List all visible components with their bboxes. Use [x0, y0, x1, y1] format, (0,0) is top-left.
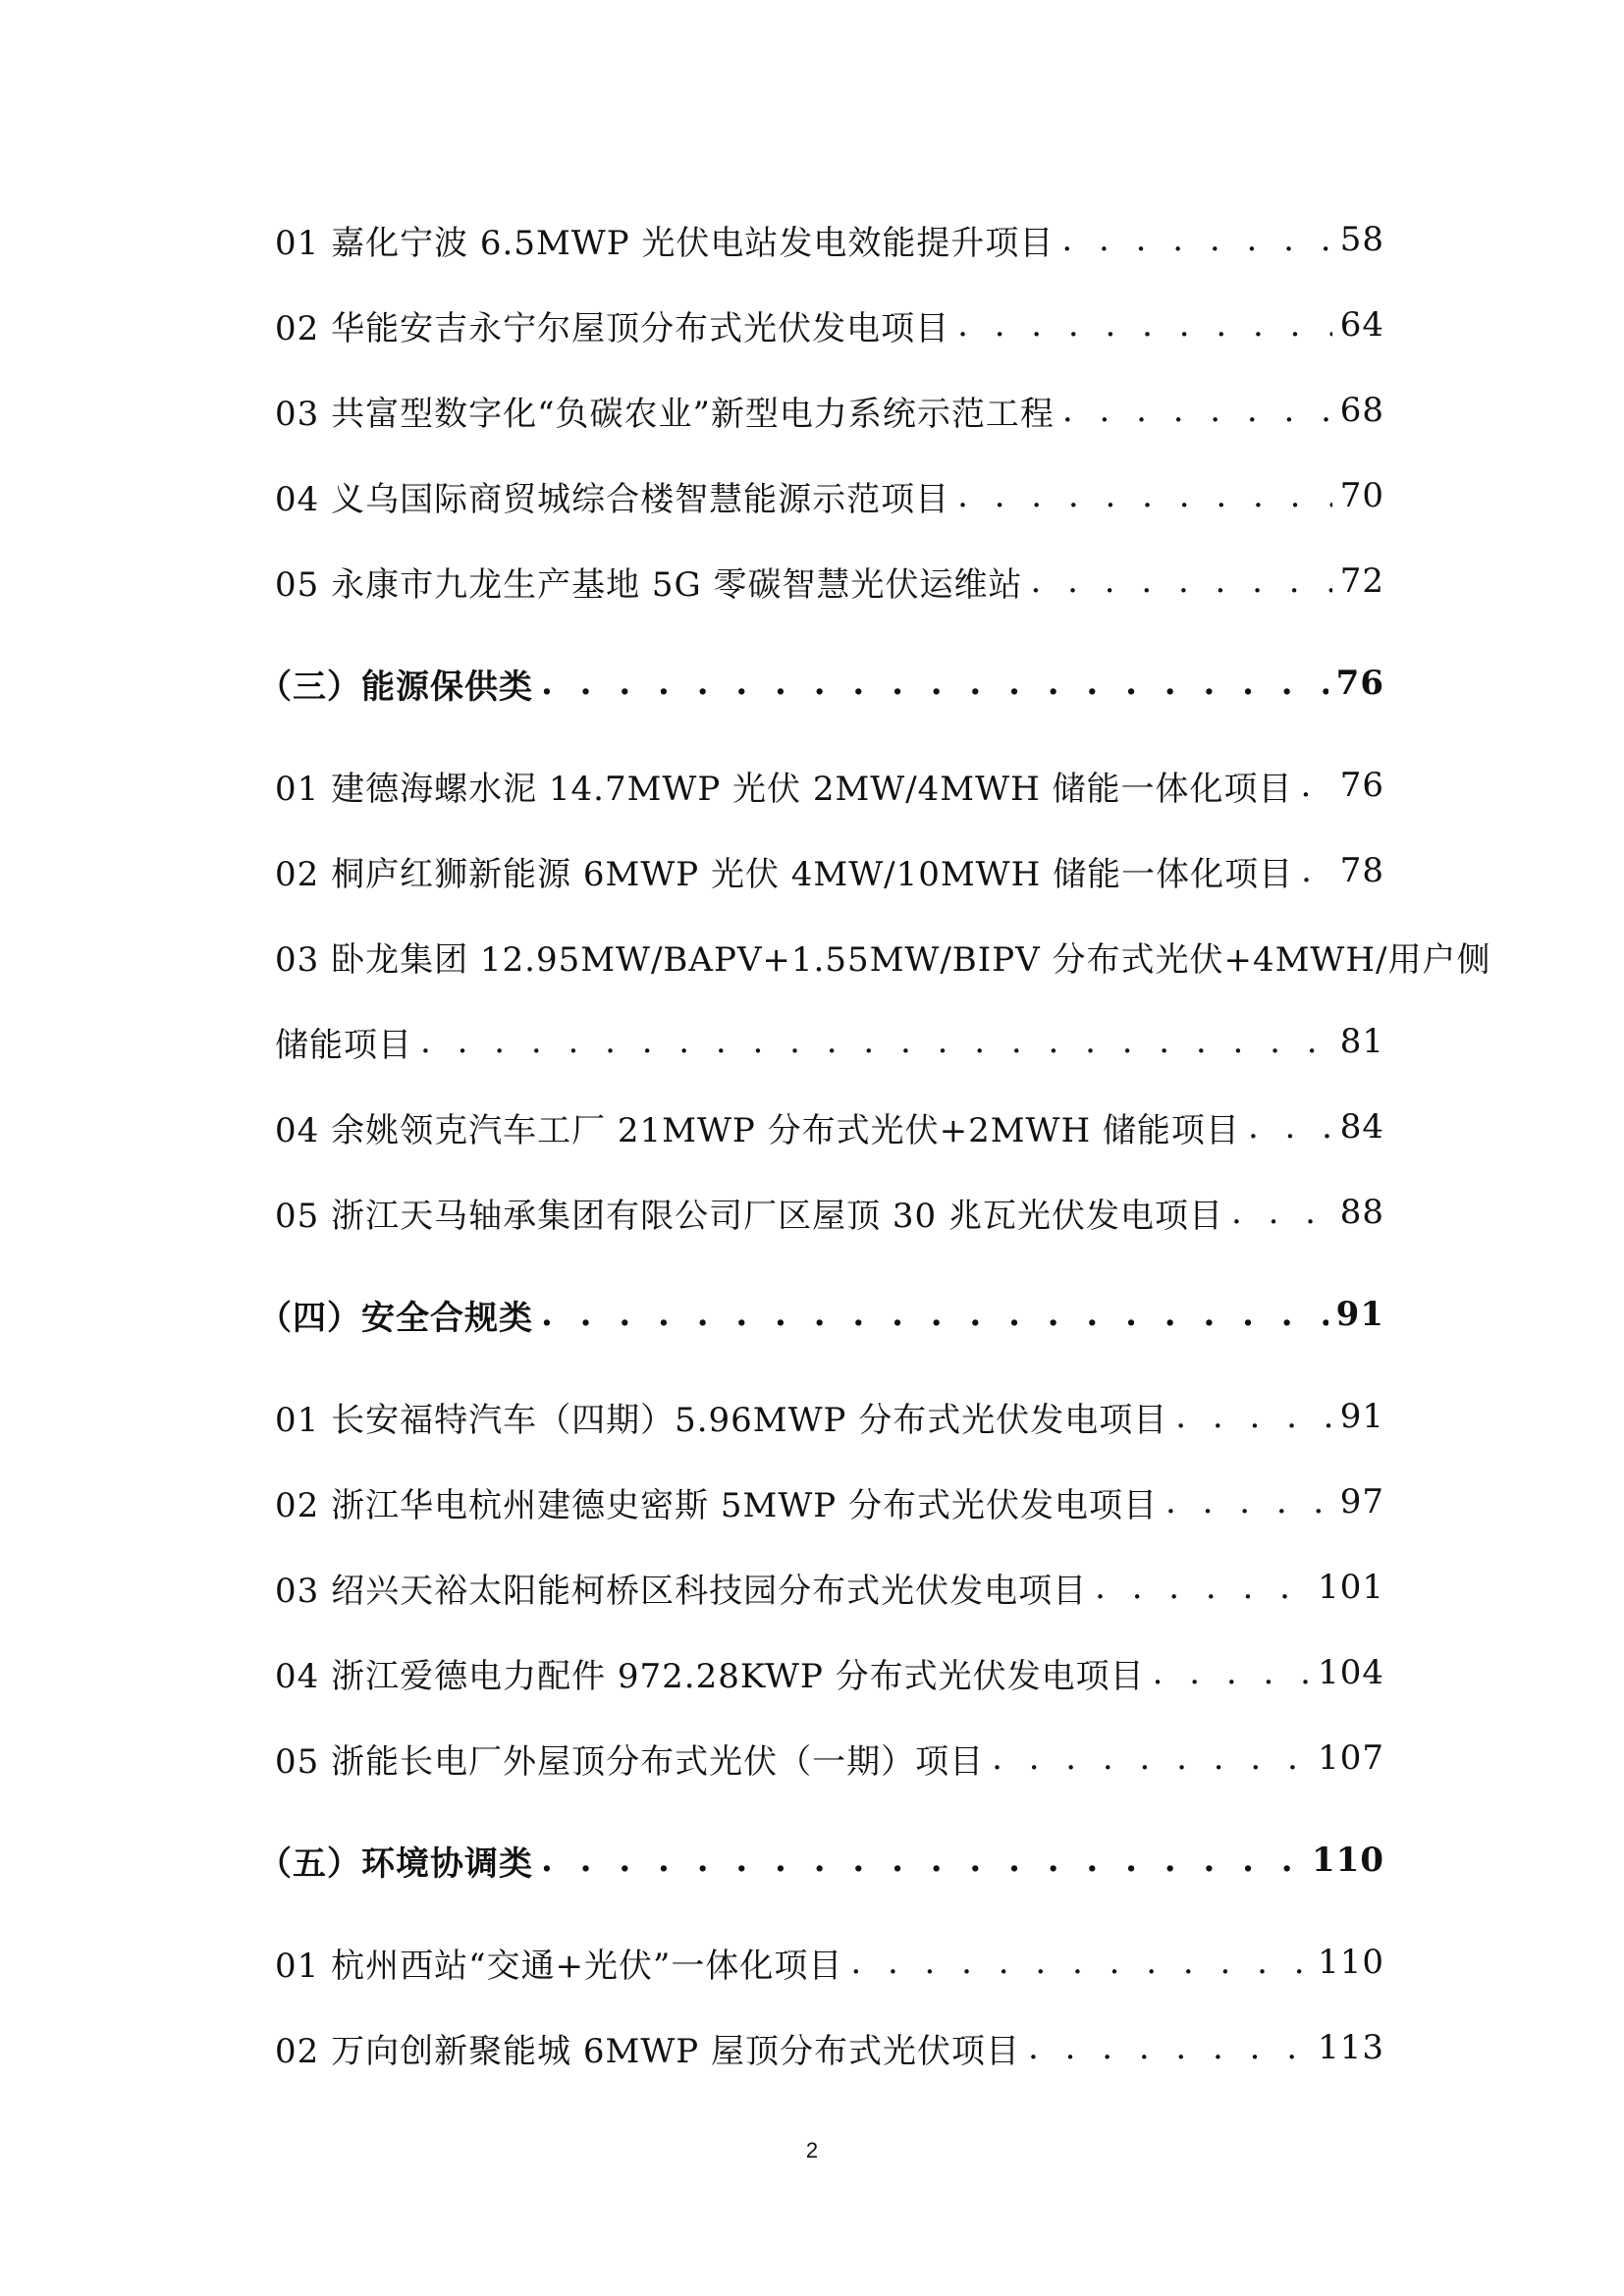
- toc-leader-dots: [1301, 766, 1332, 805]
- toc-leader-dots: [1175, 1397, 1332, 1436]
- toc-entry-title: 01 杭州西站“交通+光伏”一体化项目: [275, 1946, 843, 1986]
- toc-entry[interactable]: [275, 927, 1491, 986]
- toc-entry-title: 05 永康市九龙生产基地 5G 零碳智慧光伏运维站: [275, 564, 1023, 605]
- toc-leader-dots: [1231, 1193, 1332, 1232]
- toc-entry[interactable]: [275, 295, 1384, 354]
- toc-entry-title: 01 长安福特汽车（四期）5.96MWP 分布式光伏发电项目: [275, 1400, 1168, 1440]
- toc-entry-title: 05 浙江天马轴承集团有限公司厂区屋顶 30 兆瓦光伏发电项目: [275, 1196, 1223, 1236]
- toc-leader-dots: [992, 1738, 1310, 1778]
- toc-entry-title: 03 共富型数字化“负碳农业”新型电力系统示范工程: [275, 394, 1055, 434]
- toc-entry-page: 68: [1339, 391, 1384, 430]
- toc-entry[interactable]: [275, 841, 1384, 900]
- toc-leader-dots: [957, 305, 1332, 345]
- toc-entry-page: 97: [1339, 1482, 1384, 1522]
- toc-entry-title: 04 浙江爱德电力配件 972.28KWP 分布式光伏发电项目: [275, 1656, 1145, 1696]
- toc-leader-dots: [1062, 391, 1332, 430]
- toc-entry[interactable]: [275, 552, 1384, 611]
- toc-section-title: （四）安全合规类: [258, 1298, 533, 1338]
- toc-section-page: 91: [1335, 1295, 1384, 1334]
- toc-entry[interactable]: [275, 1097, 1384, 1156]
- toc-entry-page: 78: [1339, 851, 1384, 890]
- toc-entry[interactable]: [275, 381, 1384, 440]
- toc-entry-title: 01 建德海螺水泥 14.7MWP 光伏 2MW/4MWH 储能一体化项目: [275, 769, 1293, 809]
- toc-entry-page: 110: [1318, 1943, 1384, 1982]
- toc-entry[interactable]: [275, 466, 1384, 525]
- toc-entry[interactable]: [275, 1558, 1384, 1617]
- toc-section-heading[interactable]: [258, 1285, 1384, 1344]
- toc-section-title: （五）环境协调类: [258, 1843, 533, 1884]
- toc-leader-dots: [420, 1022, 1332, 1061]
- toc-entry[interactable]: [275, 1643, 1384, 1702]
- toc-entry-page: 58: [1339, 220, 1384, 259]
- toc-leader-dots: [1095, 1568, 1310, 1607]
- toc-leader-dots: [541, 1295, 1328, 1334]
- toc-leader-dots: [541, 664, 1328, 703]
- toc-entry-title: 02 浙江华电杭州建德史密斯 5MWP 分布式光伏发电项目: [275, 1485, 1158, 1525]
- toc-entry[interactable]: [275, 1729, 1384, 1788]
- toc-entry-title: 03 卧龙集团 12.95MW/BAPV+1.55MW/BIPV 分布式光伏+4MWH/用户侧: [275, 939, 1491, 980]
- toc-entry-page: 72: [1339, 561, 1384, 601]
- toc-entry[interactable]: [275, 1472, 1384, 1531]
- toc-leader-dots: [1153, 1653, 1310, 1692]
- toc-entry[interactable]: [275, 1387, 1384, 1446]
- toc-entry[interactable]: [275, 1933, 1384, 1992]
- toc-entry[interactable]: [275, 1183, 1384, 1242]
- toc-entry-title: 04 义乌国际商贸城综合楼智慧能源示范项目: [275, 479, 950, 519]
- toc-leader-dots: [1061, 220, 1331, 259]
- toc-section-title: （三）能源保供类: [258, 667, 533, 707]
- toc-leader-dots: [1248, 1107, 1332, 1147]
- toc-entry-page: 88: [1339, 1193, 1384, 1232]
- toc-entry-page: 104: [1318, 1653, 1384, 1692]
- toc-section-page: 76: [1335, 664, 1384, 703]
- toc-entry-page: 84: [1339, 1107, 1384, 1147]
- toc-section-page: 110: [1312, 1841, 1384, 1880]
- toc-leader-dots: [1301, 851, 1332, 890]
- toc-entry[interactable]: [275, 756, 1384, 815]
- toc-entry[interactable]: [275, 210, 1384, 269]
- toc-entry-title: 01 嘉化宁波 6.5MWP 光伏电站发电效能提升项目: [275, 223, 1055, 263]
- toc-leader-dots: [1165, 1482, 1332, 1522]
- toc-entry-page: 91: [1339, 1397, 1384, 1436]
- toc-leader-dots: [1030, 561, 1331, 601]
- toc-leader-dots: [850, 1943, 1310, 1982]
- toc-entry-title: 05 浙能长电厂外屋顶分布式光伏（一期）项目: [275, 1741, 985, 1782]
- toc-entry-title: 04 余姚领克汽车工厂 21MWP 分布式光伏+2MWH 储能项目: [275, 1110, 1240, 1150]
- toc-leader-dots: [1028, 2028, 1310, 2067]
- toc-entry-page: 101: [1318, 1568, 1384, 1607]
- toc-entry-title: 02 华能安吉永宁尔屋顶分布式光伏发电项目: [275, 308, 950, 348]
- toc-entry-page: 70: [1339, 476, 1384, 515]
- toc-entry-page: 64: [1339, 305, 1384, 345]
- toc-entry-continuation[interactable]: [275, 1012, 1384, 1071]
- toc-entry-title: 储能项目: [275, 1025, 412, 1065]
- toc-section-heading[interactable]: [258, 1831, 1384, 1890]
- toc-entry-page: 107: [1318, 1738, 1384, 1778]
- toc-entry-title: 03 绍兴天裕太阳能柯桥区科技园分布式光伏发电项目: [275, 1571, 1088, 1611]
- page-number: 2: [805, 2138, 819, 2163]
- toc-entry-title: 02 万向创新聚能城 6MWP 屋顶分布式光伏项目: [275, 2031, 1020, 2071]
- toc-entry-title: 02 桐庐红狮新能源 6MWP 光伏 4MW/10MWH 储能一体化项目: [275, 854, 1294, 894]
- toc-section-heading[interactable]: [258, 654, 1384, 713]
- toc-entry-page: 76: [1339, 766, 1384, 805]
- toc-entry[interactable]: [275, 2018, 1384, 2077]
- toc-entry-page: 113: [1318, 2028, 1384, 2067]
- toc-leader-dots: [541, 1841, 1304, 1880]
- toc-leader-dots: [957, 476, 1332, 515]
- toc-entry-page: 81: [1339, 1022, 1384, 1061]
